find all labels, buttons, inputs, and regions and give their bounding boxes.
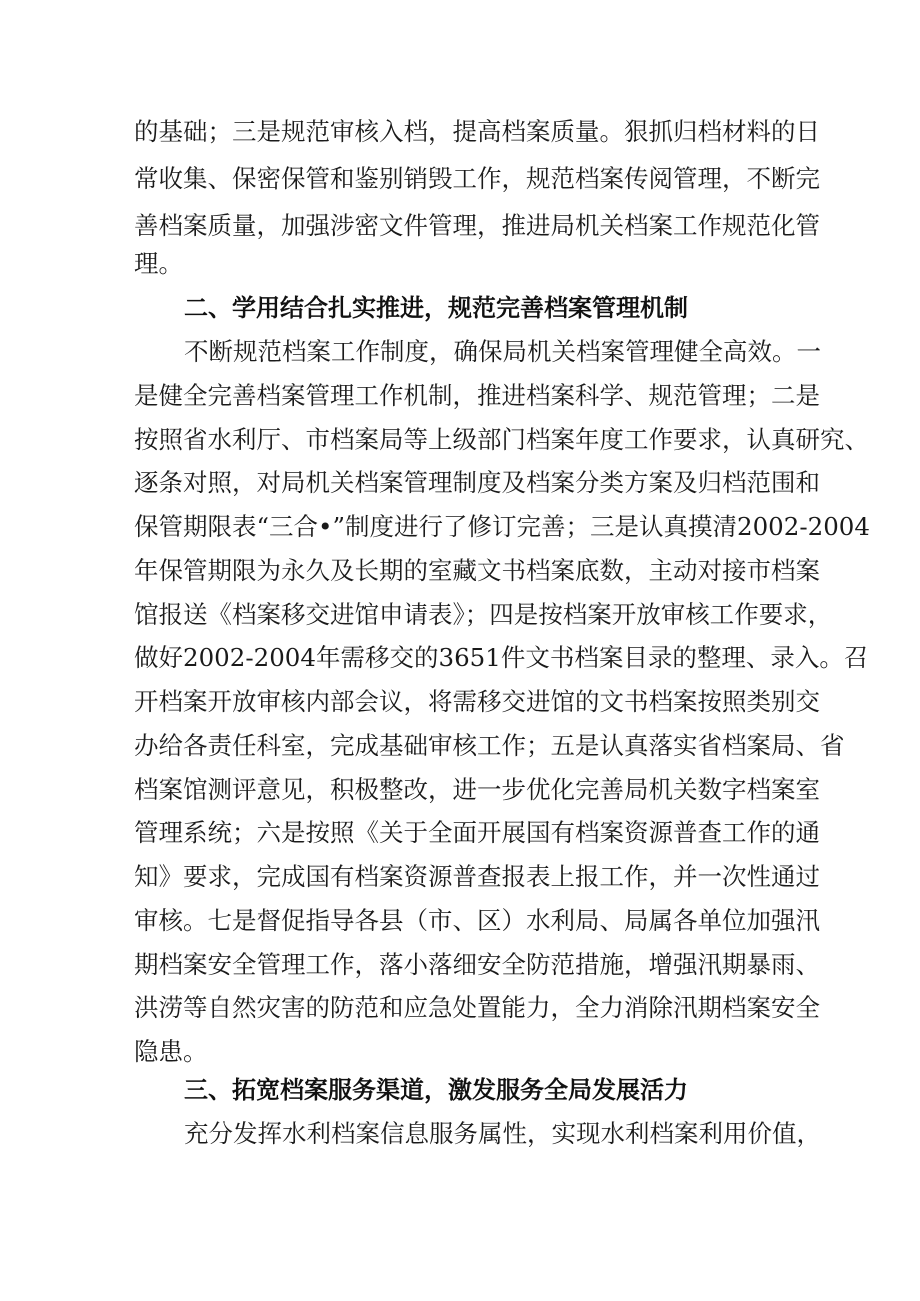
paragraph-2-line-2: 是健全完善档案管理工作机制，推进档案科学、规范管理；二是 (134, 381, 820, 410)
section-heading-2: 二、学用结合扎实推进，规范完善档案管理机制 (184, 294, 688, 322)
paragraph-1-line-3: 善档案质量，加强涉密文件管理，推进局机关档案工作规范化管 (134, 211, 820, 240)
paragraph-2-line-17: 隐患。 (134, 1037, 208, 1066)
paragraph-1-line-4: 理。 (134, 249, 183, 278)
paragraph-2-line-8: 做好2002-2004年需移交的3651件文书档案目录的整理、录入。召 (134, 643, 869, 672)
paragraph-2-line-5: 保管期限表“三合•”制度进行了修订完善；三是认真摸清2002-2004 (134, 512, 870, 541)
paragraph-2-line-6: 年保管期限为永久及长期的室藏文书档案底数，主动对接市档案 (134, 556, 820, 585)
paragraph-2-line-9: 开档案开放审核内部会议，将需移交进馆的文书档案按照类别交 (134, 687, 820, 716)
paragraph-2-line-10: 办给各责任科室，完成基础审核工作；五是认真落实省档案局、省 (134, 731, 845, 760)
paragraph-3-line-1: 充分发挥水利档案信息服务属性，实现水利档案利用价值， (184, 1119, 821, 1148)
paragraph-1-line-2: 常收集、保密保管和鉴别销毁工作，规范档案传阅管理，不断完 (134, 164, 820, 193)
paragraph-2-line-15: 期档案安全管理工作，落小落细安全防范措施，增强汛期暴雨、 (134, 950, 820, 979)
paragraph-2-line-16: 洪涝等自然灾害的防范和应急处置能力，全力消除汛期档案安全 (134, 993, 820, 1022)
paragraph-2-line-11: 档案馆测评意见，积极整改，进一步优化完善局机关数字档案室 (134, 775, 820, 804)
paragraph-2-line-4: 逐条对照，对局机关档案管理制度及档案分类方案及归档范围和 (134, 468, 820, 497)
paragraph-2-line-14: 审核。七是督促指导各县（市、区）水利局、局属各单位加强汛 (134, 906, 820, 935)
paragraph-1-line-1: 的基础；三是规范审核入档，提高档案质量。狠抓归档材料的日 (134, 117, 820, 146)
paragraph-2-line-1: 不断规范档案工作制度，确保局机关档案管理健全高效。一 (184, 337, 821, 366)
paragraph-2-line-7: 馆报送《档案移交进馆申请表》；四是按档案开放审核工作要求， (134, 600, 833, 629)
paragraph-2-line-13: 知》要求，完成国有档案资源普查报表上报工作，并一次性通过 (134, 862, 820, 891)
paragraph-2-line-3: 按照省水利厅、市档案局等上级部门档案年度工作要求，认真研究、 (134, 425, 869, 454)
paragraph-2-line-12: 管理系统；六是按照《关于全面开展国有档案资源普查工作的通 (134, 818, 820, 847)
section-heading-3: 三、拓宽档案服务渠道，激发服务全局发展活力 (184, 1076, 688, 1104)
